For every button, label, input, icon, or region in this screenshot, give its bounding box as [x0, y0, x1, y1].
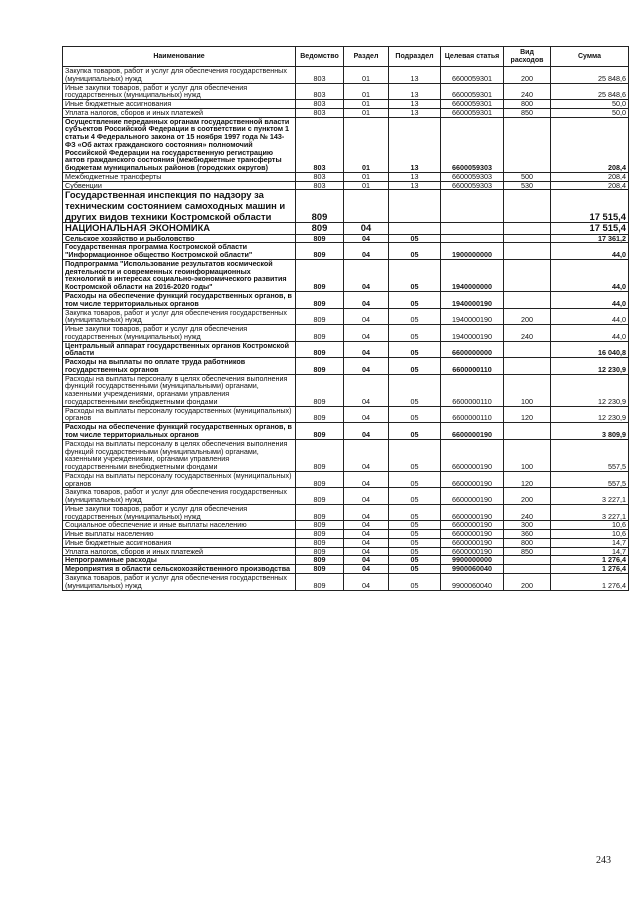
cell-vedomstvo: 809 [296, 504, 344, 521]
cell-vedomstvo: 809 [296, 325, 344, 342]
cell-vedomstvo: 809 [296, 341, 344, 358]
cell-vid [504, 423, 551, 440]
cell-vedomstvo: 803 [296, 67, 344, 84]
cell-vid: 800 [504, 100, 551, 109]
cell-vedomstvo: 809 [296, 291, 344, 308]
cell-vid [504, 190, 551, 223]
cell-podrazdel: 05 [389, 423, 441, 440]
cell-podrazdel: 13 [389, 83, 441, 100]
cell-vedomstvo: 803 [296, 117, 344, 172]
cell-podrazdel: 13 [389, 181, 441, 190]
cell-statya: 6600000110 [441, 374, 504, 406]
cell-vid: 800 [504, 538, 551, 547]
table-row [63, 117, 629, 172]
cell-podrazdel: 05 [389, 547, 441, 556]
cell-razdel: 04 [344, 521, 389, 530]
cell-statya: 6600000110 [441, 406, 504, 423]
cell-razdel: 01 [344, 181, 389, 190]
cell-vid [504, 291, 551, 308]
table-row [63, 471, 629, 488]
cell-statya [441, 190, 504, 223]
cell-name: Расходы на выплаты персоналу государственных (муниципальных) органов [63, 406, 296, 423]
cell-razdel: 04 [344, 439, 389, 471]
cell-summa: 3 227,1 [551, 488, 629, 505]
cell-podrazdel: 05 [389, 243, 441, 260]
cell-podrazdel: 05 [389, 374, 441, 406]
cell-statya: 6600000190 [441, 547, 504, 556]
cell-name: Иные закупки товаров, работ и услуг для обеспечения государственных (муниципальных) нужд [63, 504, 296, 521]
table-row [63, 504, 629, 521]
cell-razdel: 04 [344, 223, 389, 235]
cell-vid: 850 [504, 108, 551, 117]
cell-razdel: 04 [344, 406, 389, 423]
cell-podrazdel: 05 [389, 406, 441, 423]
cell-summa: 208,4 [551, 117, 629, 172]
cell-vedomstvo: 809 [296, 547, 344, 556]
table-row [63, 100, 629, 109]
cell-razdel [344, 190, 389, 223]
table-row [63, 291, 629, 308]
cell-statya [441, 223, 504, 235]
cell-statya: 6600059301 [441, 83, 504, 100]
table-row [63, 574, 629, 591]
cell-vedomstvo: 803 [296, 181, 344, 190]
cell-vid: 120 [504, 471, 551, 488]
cell-razdel: 04 [344, 341, 389, 358]
cell-vedomstvo: 809 [296, 308, 344, 325]
cell-vid: 240 [504, 83, 551, 100]
cell-vedomstvo: 809 [296, 223, 344, 235]
cell-vedomstvo: 809 [296, 374, 344, 406]
cell-name: Уплата налогов, сборов и иных платежей [63, 547, 296, 556]
cell-name: Мероприятия в области сельскохозяйственного производства [63, 565, 296, 574]
cell-vedomstvo: 809 [296, 471, 344, 488]
cell-vedomstvo: 809 [296, 574, 344, 591]
cell-vid: 100 [504, 374, 551, 406]
cell-statya: 1900000000 [441, 243, 504, 260]
table-row [63, 341, 629, 358]
cell-podrazdel: 05 [389, 530, 441, 539]
cell-summa: 17 515,4 [551, 190, 629, 223]
cell-summa: 3 809,9 [551, 423, 629, 440]
cell-vedomstvo: 803 [296, 100, 344, 109]
cell-razdel: 01 [344, 172, 389, 181]
cell-vedomstvo: 809 [296, 243, 344, 260]
cell-statya: 6600000190 [441, 423, 504, 440]
cell-summa: 44,0 [551, 291, 629, 308]
cell-razdel: 04 [344, 530, 389, 539]
cell-podrazdel: 05 [389, 504, 441, 521]
cell-razdel: 04 [344, 556, 389, 565]
cell-podrazdel: 05 [389, 538, 441, 547]
cell-name: Осуществление переданных органам государственной власти субъектов Российской Федерации в соответствии с пунктом 1 статьи 4 Федерального закона от 15 ноября 1997 года № 143-ФЗ «Об актах гражданского состояния» полномочий Российской Федерации на государственную регистрацию актов гражданского состояния (межбюджетные трансферты бюджетам муниципальных районов (городских округов) [63, 117, 296, 172]
table-row [63, 374, 629, 406]
cell-name: Социальное обеспечение и иные выплаты населению [63, 521, 296, 530]
table-row [63, 325, 629, 342]
cell-vid [504, 117, 551, 172]
cell-vid: 200 [504, 574, 551, 591]
cell-razdel: 04 [344, 547, 389, 556]
cell-name: Иные бюджетные ассигнования [63, 538, 296, 547]
cell-summa: 557,5 [551, 439, 629, 471]
cell-vid: 120 [504, 406, 551, 423]
cell-summa: 44,0 [551, 243, 629, 260]
cell-name: Расходы на выплаты персоналу в целях обеспечения выполнения функций государственными (муниципальными) органами, казенными учреждениями, органами управления государственными внебюджетными фондами [63, 374, 296, 406]
cell-statya: 1940000190 [441, 308, 504, 325]
cell-name: Закупка товаров, работ и услуг для обеспечения государственных (муниципальных) нужд [63, 488, 296, 505]
cell-statya: 9900000000 [441, 556, 504, 565]
cell-razdel: 04 [344, 574, 389, 591]
cell-summa: 50,0 [551, 100, 629, 109]
cell-name: Закупка товаров, работ и услуг для обеспечения государственных (муниципальных) нужд [63, 308, 296, 325]
cell-razdel: 04 [344, 291, 389, 308]
table-row [63, 172, 629, 181]
cell-podrazdel: 05 [389, 488, 441, 505]
cell-vid [504, 243, 551, 260]
cell-podrazdel: 13 [389, 67, 441, 84]
header-summa: Сумма [551, 47, 629, 67]
cell-vid: 240 [504, 504, 551, 521]
cell-summa: 1 276,4 [551, 574, 629, 591]
cell-summa: 50,0 [551, 108, 629, 117]
cell-statya: 6600000190 [441, 521, 504, 530]
cell-name: Закупка товаров, работ и услуг для обеспечения государственных (муниципальных) нужд [63, 67, 296, 84]
cell-razdel: 04 [344, 243, 389, 260]
cell-vid [504, 565, 551, 574]
cell-statya: 9900060040 [441, 574, 504, 591]
cell-name: Субвенции [63, 181, 296, 190]
cell-vid [504, 556, 551, 565]
cell-podrazdel: 05 [389, 308, 441, 325]
cell-statya: 9900060040 [441, 565, 504, 574]
cell-name: Уплата налогов, сборов и иных платежей [63, 108, 296, 117]
cell-vedomstvo: 809 [296, 521, 344, 530]
table-body [63, 67, 629, 591]
cell-name: Расходы на обеспечение функций государственных органов, в том числе территориальных органов [63, 423, 296, 440]
cell-statya [441, 234, 504, 243]
cell-summa: 208,4 [551, 181, 629, 190]
cell-razdel: 04 [344, 308, 389, 325]
cell-summa: 12 230,9 [551, 374, 629, 406]
table-row [63, 538, 629, 547]
cell-name: Подпрограмма "Использование результатов космической деятельности и современных геоинформационных технологий в интересах социально-экономического развития Костромской области на 2016-2020 годы" [63, 259, 296, 291]
cell-razdel: 04 [344, 471, 389, 488]
cell-statya: 6600000190 [441, 504, 504, 521]
table-row [63, 67, 629, 84]
cell-name: Центральный аппарат государственных органов Костромской области [63, 341, 296, 358]
cell-statya: 6600059301 [441, 108, 504, 117]
cell-vid [504, 341, 551, 358]
cell-summa: 14,7 [551, 538, 629, 547]
cell-statya: 6600059303 [441, 181, 504, 190]
header-name: Наименование [63, 47, 296, 67]
cell-razdel: 04 [344, 538, 389, 547]
cell-podrazdel [389, 223, 441, 235]
table-row [63, 243, 629, 260]
cell-razdel: 04 [344, 488, 389, 505]
cell-razdel: 04 [344, 234, 389, 243]
cell-vedomstvo: 809 [296, 439, 344, 471]
cell-name: Межбюджетные трансферты [63, 172, 296, 181]
header-vid: Вид расходов [504, 47, 551, 67]
cell-vid [504, 223, 551, 235]
cell-summa: 10,6 [551, 530, 629, 539]
cell-statya: 1940000190 [441, 325, 504, 342]
cell-vedomstvo: 809 [296, 423, 344, 440]
cell-vedomstvo: 809 [296, 234, 344, 243]
cell-razdel: 04 [344, 423, 389, 440]
cell-statya: 1940000000 [441, 259, 504, 291]
header-podrazdel: Подраздел [389, 47, 441, 67]
cell-podrazdel: 05 [389, 471, 441, 488]
cell-statya: 1940000190 [441, 291, 504, 308]
table-row [63, 439, 629, 471]
cell-statya: 6600059303 [441, 172, 504, 181]
cell-vedomstvo: 809 [296, 358, 344, 375]
page-number: 243 [596, 855, 611, 866]
header-statya: Целевая статья [441, 47, 504, 67]
cell-razdel: 01 [344, 67, 389, 84]
cell-statya: 6600059301 [441, 67, 504, 84]
table-row [63, 423, 629, 440]
cell-vid: 300 [504, 521, 551, 530]
cell-razdel: 01 [344, 100, 389, 109]
cell-summa: 17 361,2 [551, 234, 629, 243]
cell-vid: 500 [504, 172, 551, 181]
cell-summa: 25 848,6 [551, 67, 629, 84]
cell-statya: 6600000000 [441, 341, 504, 358]
cell-razdel: 04 [344, 358, 389, 375]
cell-vid: 850 [504, 547, 551, 556]
cell-summa: 10,6 [551, 521, 629, 530]
cell-name: Государственная инспекция по надзору за техническим состоянием самоходных машин и других видов техники Костромской области [63, 190, 296, 223]
cell-podrazdel: 05 [389, 439, 441, 471]
cell-vedomstvo: 809 [296, 565, 344, 574]
cell-name: Расходы на выплаты персоналу государственных (муниципальных) органов [63, 471, 296, 488]
cell-statya: 6600000190 [441, 488, 504, 505]
cell-podrazdel: 13 [389, 100, 441, 109]
cell-name: Иные закупки товаров, работ и услуг для обеспечения государственных (муниципальных) нужд [63, 325, 296, 342]
cell-name: НАЦИОНАЛЬНАЯ ЭКОНОМИКА [63, 223, 296, 235]
cell-vedomstvo: 809 [296, 406, 344, 423]
cell-summa: 44,0 [551, 325, 629, 342]
table-row [63, 488, 629, 505]
cell-name: Государственная программа Костромской области "Информационное общество Костромской области" [63, 243, 296, 260]
cell-summa: 12 230,9 [551, 358, 629, 375]
cell-vedomstvo: 803 [296, 108, 344, 117]
cell-podrazdel: 05 [389, 259, 441, 291]
table-row [63, 406, 629, 423]
cell-summa: 44,0 [551, 259, 629, 291]
cell-statya: 6600000190 [441, 471, 504, 488]
cell-name: Расходы на выплаты по оплате труда работников государственных органов [63, 358, 296, 375]
cell-vid: 530 [504, 181, 551, 190]
cell-podrazdel: 13 [389, 117, 441, 172]
cell-summa: 3 227,1 [551, 504, 629, 521]
cell-vedomstvo: 803 [296, 172, 344, 181]
cell-vedomstvo: 809 [296, 259, 344, 291]
cell-podrazdel: 05 [389, 565, 441, 574]
cell-statya: 6600000190 [441, 538, 504, 547]
cell-name: Иные закупки товаров, работ и услуг для обеспечения государственных (муниципальных) нужд [63, 83, 296, 100]
cell-podrazdel: 05 [389, 341, 441, 358]
table-row [63, 83, 629, 100]
cell-vedomstvo: 809 [296, 190, 344, 223]
cell-vid [504, 358, 551, 375]
cell-vid: 200 [504, 488, 551, 505]
cell-podrazdel: 05 [389, 574, 441, 591]
table-row [63, 259, 629, 291]
cell-statya: 6600059303 [441, 117, 504, 172]
cell-summa: 44,0 [551, 308, 629, 325]
cell-name: Иные выплаты населению [63, 530, 296, 539]
cell-podrazdel: 05 [389, 521, 441, 530]
cell-summa: 14,7 [551, 547, 629, 556]
cell-name: Расходы на выплаты персоналу в целях обеспечения выполнения функций государственными (муниципальными) органами, казенными учреждениями, органами управления государственными внебюджетными фондами [63, 439, 296, 471]
cell-vid [504, 259, 551, 291]
cell-statya: 6600059301 [441, 100, 504, 109]
cell-summa: 208,4 [551, 172, 629, 181]
cell-summa: 12 230,9 [551, 406, 629, 423]
table-row [63, 358, 629, 375]
cell-vid [504, 234, 551, 243]
cell-podrazdel: 13 [389, 108, 441, 117]
cell-podrazdel: 13 [389, 172, 441, 181]
cell-summa: 1 276,4 [551, 565, 629, 574]
cell-vedomstvo: 809 [296, 488, 344, 505]
cell-razdel: 01 [344, 117, 389, 172]
cell-vid: 200 [504, 67, 551, 84]
cell-podrazdel: 05 [389, 325, 441, 342]
cell-statya: 6600000190 [441, 530, 504, 539]
cell-podrazdel: 05 [389, 291, 441, 308]
cell-vedomstvo: 809 [296, 530, 344, 539]
budget-table [62, 46, 629, 591]
cell-summa: 1 276,4 [551, 556, 629, 565]
cell-name: Непрограммные расходы [63, 556, 296, 565]
table-row [63, 223, 629, 235]
header-vedomstvo: Ведомство [296, 47, 344, 67]
table-header-row [63, 47, 629, 67]
table-row [63, 108, 629, 117]
cell-razdel: 04 [344, 504, 389, 521]
cell-podrazdel: 05 [389, 234, 441, 243]
cell-summa: 16 040,8 [551, 341, 629, 358]
cell-vedomstvo: 803 [296, 83, 344, 100]
cell-summa: 25 848,6 [551, 83, 629, 100]
cell-vid: 360 [504, 530, 551, 539]
table-row [63, 308, 629, 325]
cell-statya: 6600000190 [441, 439, 504, 471]
cell-podrazdel: 05 [389, 358, 441, 375]
cell-summa: 17 515,4 [551, 223, 629, 235]
table-row [63, 190, 629, 223]
cell-name: Иные бюджетные ассигнования [63, 100, 296, 109]
cell-podrazdel [389, 190, 441, 223]
cell-vid: 240 [504, 325, 551, 342]
cell-razdel: 01 [344, 108, 389, 117]
cell-summa: 557,5 [551, 471, 629, 488]
header-razdel: Раздел [344, 47, 389, 67]
cell-statya: 6600000110 [441, 358, 504, 375]
cell-razdel: 04 [344, 259, 389, 291]
cell-vedomstvo: 809 [296, 556, 344, 565]
cell-vedomstvo: 809 [296, 538, 344, 547]
cell-razdel: 04 [344, 325, 389, 342]
cell-vid: 200 [504, 308, 551, 325]
cell-name: Сельское хозяйство и рыболовство [63, 234, 296, 243]
cell-vid: 100 [504, 439, 551, 471]
cell-razdel: 04 [344, 374, 389, 406]
cell-razdel: 01 [344, 83, 389, 100]
cell-podrazdel: 05 [389, 556, 441, 565]
cell-razdel: 04 [344, 565, 389, 574]
cell-name: Закупка товаров, работ и услуг для обеспечения государственных (муниципальных) нужд [63, 574, 296, 591]
cell-name: Расходы на обеспечение функций государственных органов, в том числе территориальных органов [63, 291, 296, 308]
